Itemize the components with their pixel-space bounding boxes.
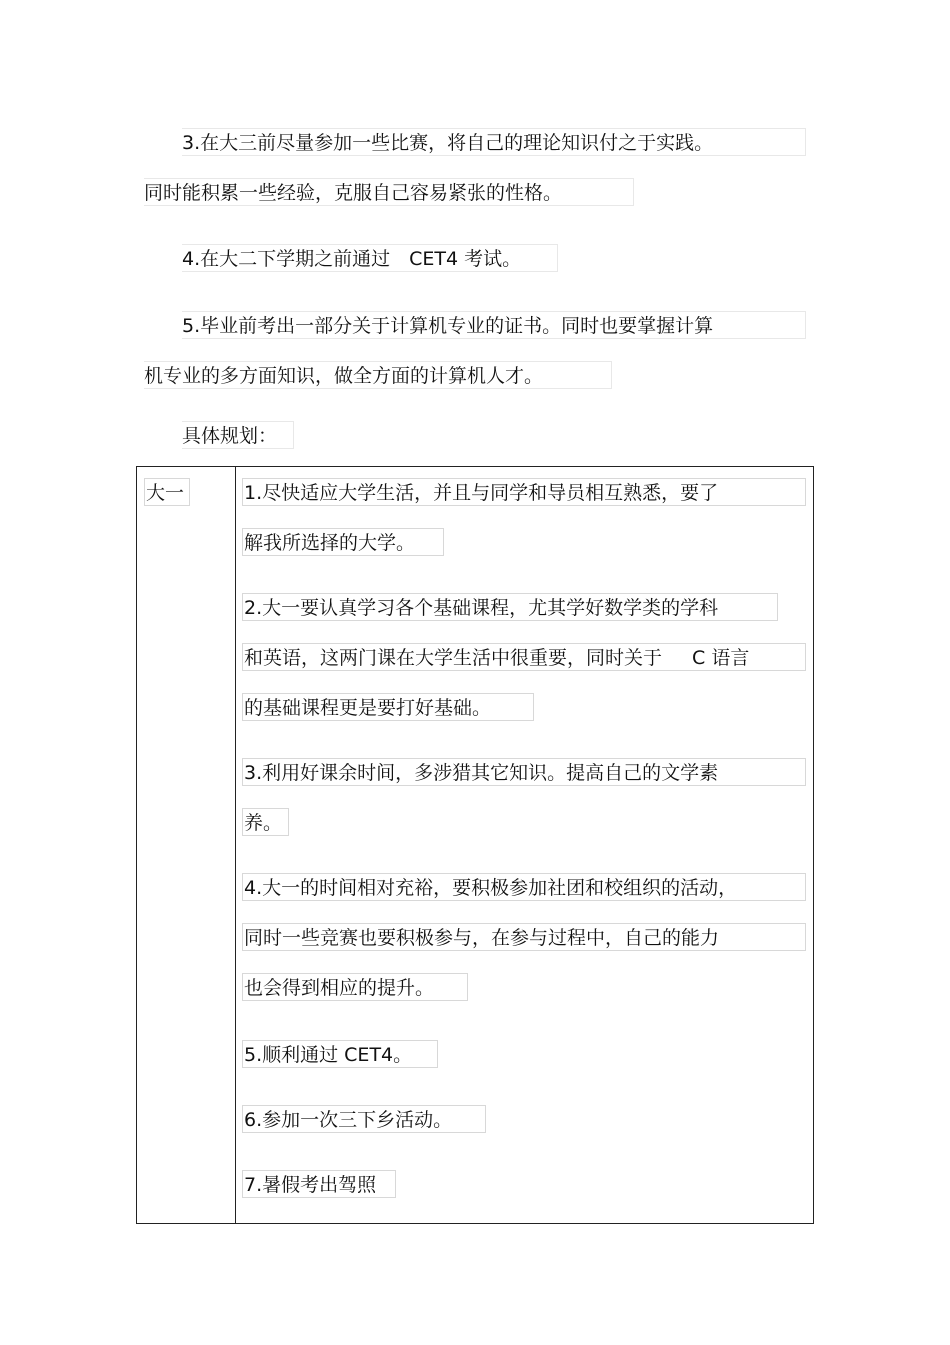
item-4-line-1: 4.大一的时间相对充裕，要积极参加社团和校组织的活动， <box>242 873 806 901</box>
item-7: 7.暑假考出驾照 <box>242 1170 396 1198</box>
item-5: 5.顺利通过 CET4。 <box>242 1040 438 1068</box>
item-3-line-2: 养。 <box>242 808 289 836</box>
item-1-line-1: 1.尽快适应大学生活，并且与同学和导员相互熟悉，要了 <box>242 478 806 506</box>
paragraph-3-line-1: 3.在大三前尽量参加一些比赛，将自己的理论知识付之于实践。 <box>182 128 806 156</box>
paragraph-4-line-1: 4.在大二下学期之前通过 CET4 考试。 <box>182 244 558 272</box>
plan-heading: 具体规划： <box>182 421 294 449</box>
item-2-line-1: 2.大一要认真学习各个基础课程，尤其学好数学类的学科 <box>242 593 778 621</box>
item-2-c-language: C 语言 <box>692 647 750 669</box>
table-column-divider <box>235 467 236 1223</box>
paragraph-3-line-2: 同时能积累一些经验，克服自己容易紧张的性格。 <box>144 178 634 206</box>
item-1-line-2: 解我所选择的大学。 <box>242 528 444 556</box>
item-4-line-3: 也会得到相应的提升。 <box>242 973 468 1001</box>
year-label: 大一 <box>144 478 190 506</box>
item-2-line-2-text: 和英语，这两门课在大学生活中很重要，同时关于 <box>244 647 663 669</box>
plan-table <box>136 466 814 1224</box>
item-2-line-3: 的基础课程更是要打好基础。 <box>242 693 534 721</box>
item-4-line-2: 同时一些竞赛也要积极参与，在参与过程中，自己的能力 <box>242 923 806 951</box>
paragraph-5-line-1: 5.毕业前考出一部分关于计算机专业的证书。同时也要掌握计算 <box>182 311 806 339</box>
paragraph-5-line-2: 机专业的多方面知识，做全方面的计算机人才。 <box>144 361 612 389</box>
item-3-line-1: 3.利用好课余时间，多涉猎其它知识。提高自己的文学素 <box>242 758 806 786</box>
item-2-line-2 <box>242 643 806 671</box>
item-6: 6.参加一次三下乡活动。 <box>242 1105 486 1133</box>
